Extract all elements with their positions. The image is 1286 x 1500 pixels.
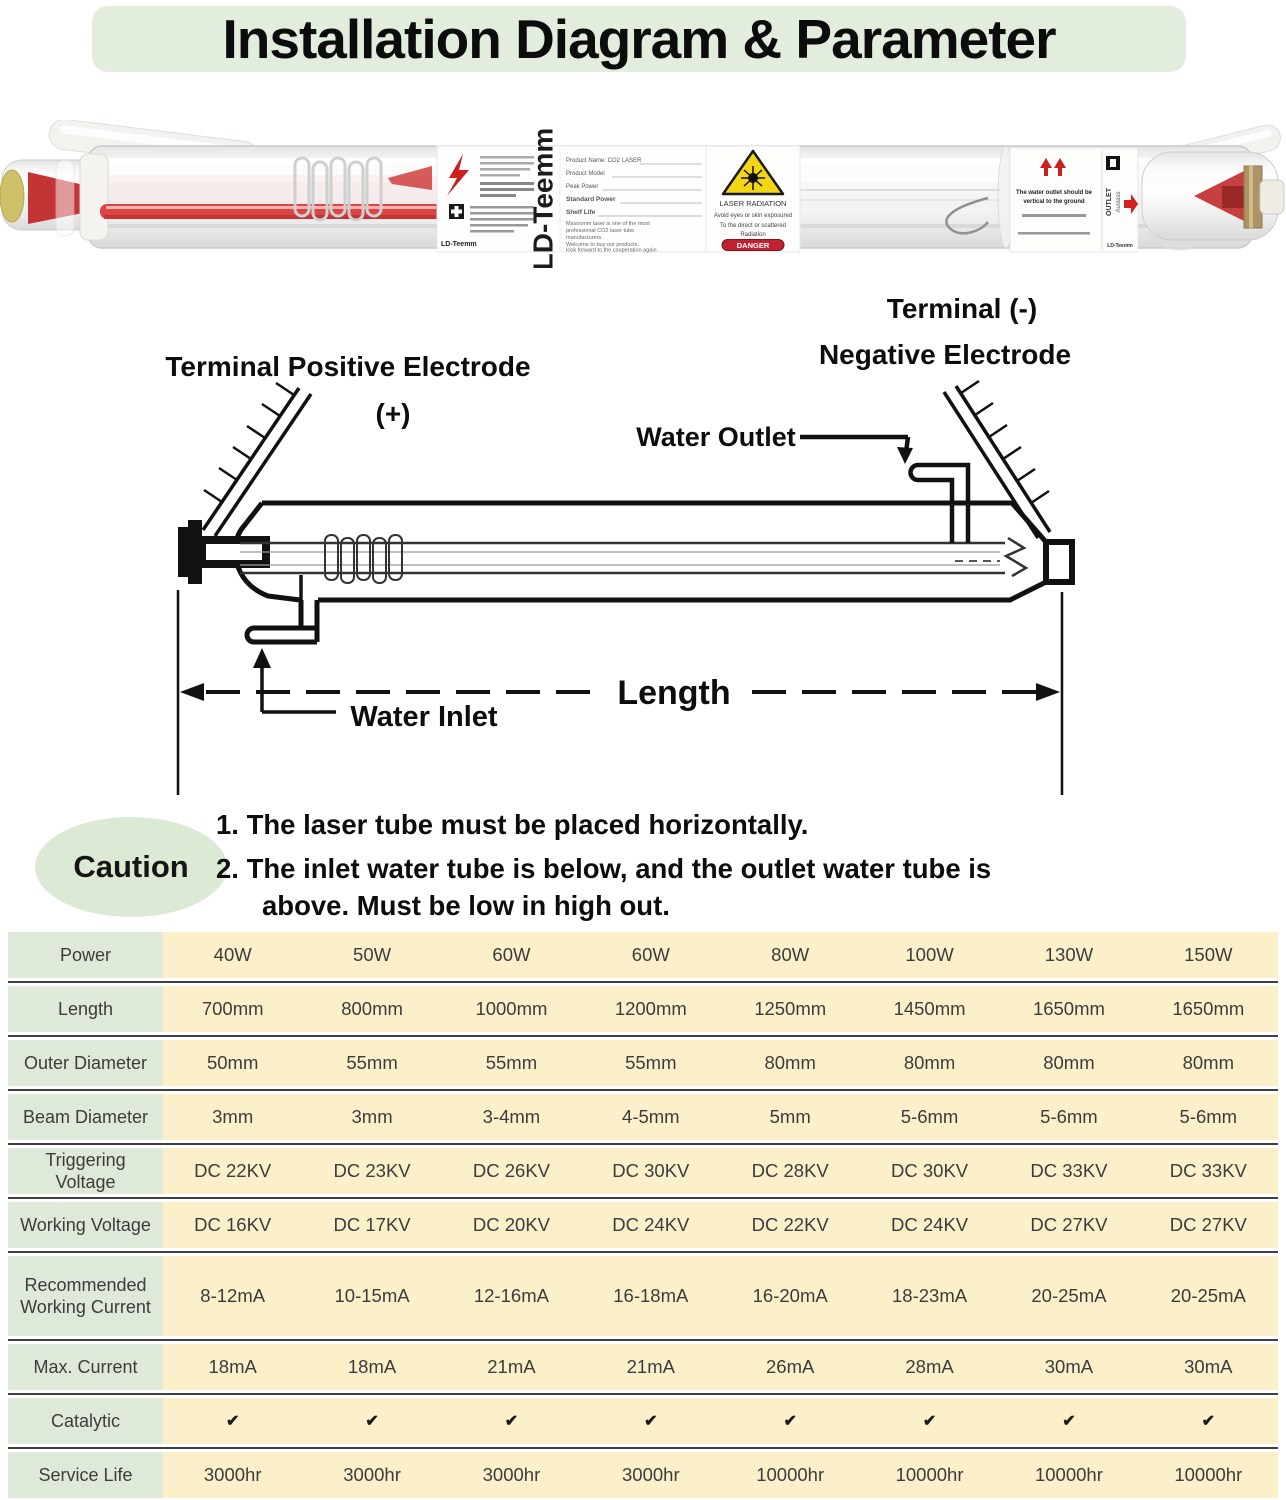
table-cell: 3mm [302,1094,441,1140]
table-cell: 20-25mA [1139,1256,1278,1336]
table-cell: 21mA [442,1344,581,1390]
length-label: Length [617,674,731,712]
row-divider [8,1248,1278,1256]
svg-text:Welcome to buy our products,: Welcome to buy our products, [566,242,639,248]
row-label: Catalytic [8,1398,163,1444]
table-row [8,1202,1278,1248]
svg-text:Product Name: CO2 LASER: Product Name: CO2 LASER [566,158,642,164]
row-label: Max. Current [8,1344,163,1390]
caution-badge-text: Caution [73,849,189,884]
outlet-label [1010,148,1138,252]
table-cell: 16-20mA [721,1256,860,1336]
caution-item-2: 2. The inlet water tube is below, and the outlet water tube is above. Must be low in high out. [216,853,992,921]
svg-text:Peak Power: Peak Power [566,184,599,190]
table-cell-checkmark: ✔ [1139,1398,1278,1444]
svg-text:professional CO2 laser tube: professional CO2 laser tube [566,228,635,234]
table-cell: 80mm [1139,1040,1278,1086]
table-cell: 50W [302,932,441,978]
table-cell: DC 22KV [163,1148,302,1194]
row-divider [8,1390,1278,1398]
table-cell-checkmark: ✔ [442,1398,581,1444]
table-cell: 800mm [302,986,441,1032]
warning-title: LASER RADIATION [719,199,787,208]
table-cell-checkmark: ✔ [999,1398,1138,1444]
svg-text:manufacturers.: manufacturers. [566,235,603,241]
svg-text:OUTLET: OUTLET [1106,188,1113,216]
brand-vertical-text: LD-Teemm [527,127,559,268]
svg-text:The water outlet should be: The water outlet should be [1015,190,1093,196]
svg-text:To the direct or scattered: To the direct or scattered [719,223,787,229]
table-row [8,1398,1278,1444]
table-cell: 21mA [581,1344,720,1390]
table-cell: DC 22KV [721,1202,860,1248]
table-cell: 130W [999,932,1138,978]
row-divider [8,1194,1278,1202]
table-row [8,986,1278,1032]
svg-text:Product Model: Product Model [566,171,605,177]
danger-text: DANGER [736,241,770,250]
row-label: Outer Diameter [8,1040,163,1086]
table-cell: 1650mm [999,986,1138,1032]
table-cell: 3000hr [163,1452,302,1498]
table-cell: 1650mm [1139,986,1278,1032]
table-cell: DC 17KV [302,1202,441,1248]
table-cell: DC 20KV [442,1202,581,1248]
row-label: Beam Diameter [8,1094,163,1140]
page-title: Installation Diagram & Parameter [222,8,1056,70]
table-cell: 4-5mm [581,1094,720,1140]
row-label: Service Life [8,1452,163,1498]
table-cell: 55mm [581,1040,720,1086]
table-cell: DC 30KV [581,1148,720,1194]
positive-sign-label: (+) [375,398,411,429]
table-cell: 3mm [163,1094,302,1140]
table-cell: 3000hr [302,1452,441,1498]
table-cell: 5-6mm [999,1094,1138,1140]
table-cell: 12-16mA [442,1256,581,1336]
right-electrode-assembly [1142,152,1284,247]
table-cell: 1450mm [860,986,999,1032]
table-cell: DC 16KV [163,1202,302,1248]
table-cell-checkmark: ✔ [163,1398,302,1444]
terminal-positive-label: Terminal Positive Electrode [165,351,531,382]
title-banner [92,6,1186,72]
brand-small-text: LD-Teemm [441,241,477,248]
table-cell: DC 24KV [860,1202,999,1248]
caution-list [216,806,1076,931]
svg-text:LD-Teemm: LD-Teemm [1107,243,1133,249]
table-cell: 80mm [721,1040,860,1086]
water-inlet-label: Water Inlet [350,701,498,733]
table-cell: 700mm [163,986,302,1032]
row-divider [8,1140,1278,1148]
table-cell: 3000hr [581,1452,720,1498]
svg-text:look forward to the cooperatio: look forward to the cooperation again [566,247,657,254]
row-label: Power [8,932,163,978]
table-cell: 50mm [163,1040,302,1086]
table-cell: 150W [1139,932,1278,978]
table-cell: 60W [581,932,720,978]
table-cell-checkmark: ✔ [721,1398,860,1444]
installation-diagram-svg [0,280,1286,795]
row-label: Working Voltage [8,1202,163,1248]
table-cell: 16-18mA [581,1256,720,1336]
table-cell: 30mA [999,1344,1138,1390]
table-cell: 10-15mA [302,1256,441,1336]
caution-badge [35,817,227,917]
table-cell: 1250mm [721,986,860,1032]
right-end-cap [1046,542,1072,582]
left-electrode-assembly [0,154,108,240]
laser-tube-photo [0,120,1286,268]
table-cell: 60W [442,932,581,978]
table-cell: DC 27KV [1139,1202,1278,1248]
installation-diagram [0,280,1286,795]
parameter-table [8,932,1278,1498]
table-cell: 80mm [860,1040,999,1086]
table-cell: 40W [163,932,302,978]
table-cell: 28mA [860,1344,999,1390]
table-cell: 10000hr [860,1452,999,1498]
laser-tube-photo-svg [0,120,1286,268]
table-cell: 80mm [999,1040,1138,1086]
water-outlet-leader [800,437,908,452]
table-cell: 55mm [302,1040,441,1086]
row-divider [8,1336,1278,1344]
row-divider [8,1086,1278,1094]
svg-text:Auslass: Auslass [1116,191,1122,213]
table-cell-checkmark: ✔ [860,1398,999,1444]
table-row [8,1148,1278,1194]
table-cell: 10000hr [999,1452,1138,1498]
table-cell: DC 23KV [302,1148,441,1194]
table-cell: DC 33KV [1139,1148,1278,1194]
table-cell: DC 30KV [860,1148,999,1194]
table-row [8,1040,1278,1086]
spec-label-left [437,128,707,268]
caution-item-1: 1. The laser tube must be placed horizontally. [216,809,809,840]
table-cell: 3-4mm [442,1094,581,1140]
svg-text:Mssoomm laser is one of the mo: Mssoomm laser is one of the most [566,221,650,227]
table-cell: 1000mm [442,986,581,1032]
table-cell: 18mA [302,1344,441,1390]
table-row [8,1094,1278,1140]
table-cell: 10000hr [1139,1452,1278,1498]
svg-text:vertical to the ground: vertical to the ground [1023,199,1085,205]
table-cell: 8-12mA [163,1256,302,1336]
svg-text:Standard Power: Standard Power [566,196,616,203]
table-cell: 100W [860,932,999,978]
table-cell: DC 28KV [721,1148,860,1194]
table-cell: DC 26KV [442,1148,581,1194]
table-cell: DC 27KV [999,1202,1138,1248]
row-divider [8,1444,1278,1452]
water-inlet-pipe [247,575,317,642]
svg-text:Avoid eyes or skin exposured: Avoid eyes or skin exposured [713,213,793,219]
table-cell: DC 24KV [581,1202,720,1248]
table-row [8,932,1278,978]
table-row [8,1344,1278,1390]
table-cell: 5mm [721,1094,860,1140]
table-cell: 1200mm [581,986,720,1032]
water-inlet-pointer [253,648,336,712]
terminal-negative-label-2: Negative Electrode [818,339,1072,370]
laser-warning-label [706,146,800,252]
table-cell: 20-25mA [999,1256,1138,1336]
row-label: Length [8,986,163,1032]
table-cell: 18mA [163,1344,302,1390]
row-divider [8,1032,1278,1040]
table-cell: 80W [721,932,860,978]
table-cell: 5-6mm [860,1094,999,1140]
water-outlet-arrowhead [897,447,913,464]
table-cell: 18-23mA [860,1256,999,1336]
table-cell: 26mA [721,1344,860,1390]
table-cell: DC 33KV [999,1148,1138,1194]
water-outlet-label: Water Outlet [636,422,796,452]
svg-text:Shelf Life: Shelf Life [566,209,596,216]
table-row [8,1452,1278,1498]
table-cell: 10000hr [721,1452,860,1498]
red-inner-tube [100,204,445,219]
row-label: Triggering Voltage [8,1148,163,1194]
table-cell: 5-6mm [1139,1094,1278,1140]
inner-tube-break [1006,538,1026,576]
row-divider [8,978,1278,986]
table-row [8,1256,1278,1336]
table-cell: 55mm [442,1040,581,1086]
negative-electrode-wire [944,381,1050,538]
row-label: Recommended Working Current [8,1256,163,1336]
table-cell-checkmark: ✔ [302,1398,441,1444]
table-cell-checkmark: ✔ [581,1398,720,1444]
table-cell: 30mA [1139,1344,1278,1390]
svg-text:Radiation: Radiation [740,232,766,238]
table-cell: 3000hr [442,1452,581,1498]
terminal-negative-label-1: Terminal (-) [886,293,1038,324]
